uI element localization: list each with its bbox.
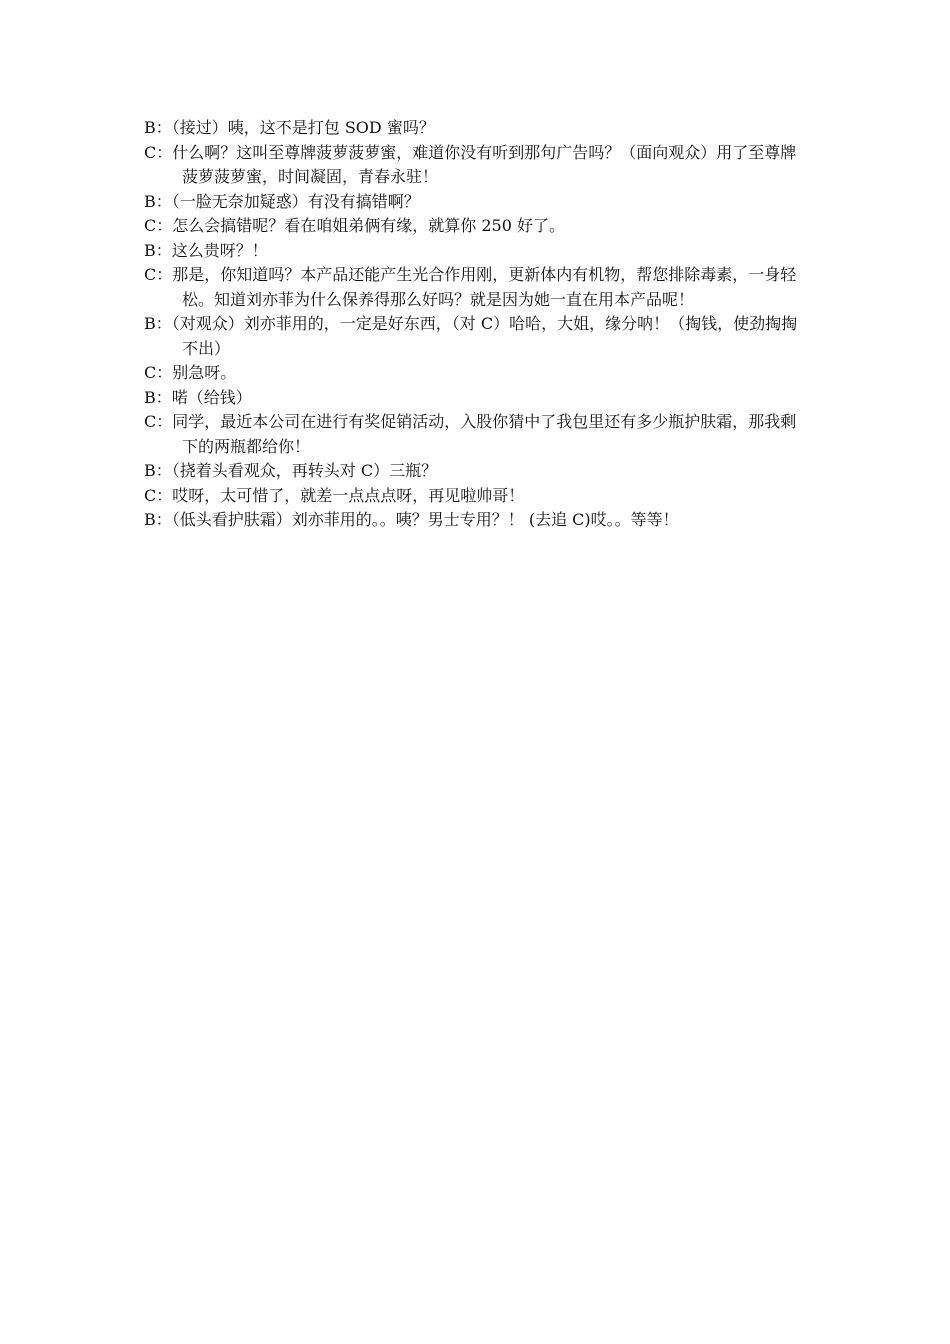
dialogue-line: B：喏（给钱） — [144, 387, 252, 407]
dialogue-line: B：这么贵呀？！ — [144, 240, 268, 260]
dialogue-line: B：（对观众）刘亦菲用的，一定是好东西，（对 C）哈哈，大姐，缘分呐！（掏钱，使劲掏掏不出） — [144, 314, 798, 358]
dialogue-line: C：什么啊？这叫至尊牌菠萝菠萝蜜，难道你没有听到那句广告吗？（面向观众）用了至尊牌菠萝菠萝蜜，时间凝固，青春永驻！ — [144, 142, 797, 186]
dialogue-line: B：（一脸无奈加疑惑）有没有搞错啊？ — [144, 191, 420, 211]
dialogue-line: C：怎么会搞错呢？看在咱姐弟俩有缘，就算你 250 好了。 — [144, 216, 565, 235]
dialogue-line: B：（接过）咦，这不是打包 SOD 蜜吗？ — [144, 118, 435, 137]
dialogue-line: B：（挠着头看观众，再转头对 C）三瓶？ — [144, 461, 438, 480]
dialogue-line: B：（低头看护肤霜）刘亦菲用的。。咦？男士专用？！ (去追 C)哎。。等等！ — [144, 510, 679, 529]
dialogue-line: C：哎呀，太可惜了，就差一点点点呀，再见啦帅哥！ — [144, 485, 525, 505]
dialogue-line: C：那是，你知道吗？本产品还能产生光合作用刚，更新体内有机物，帮您排除毒素，一身轻松。知道刘亦菲为什么保养得那么好吗？就是因为她一直在用本产品呢！ — [144, 265, 797, 309]
dialogue-line: C：别急呀。 — [144, 363, 237, 382]
dialogue-script — [144, 116, 812, 533]
dialogue-line: C：同学，最近本公司在进行有奖促销活动，入股你猜中了我包里还有多少瓶护肤霜，那我剩下的两瓶都给你！ — [144, 412, 797, 456]
